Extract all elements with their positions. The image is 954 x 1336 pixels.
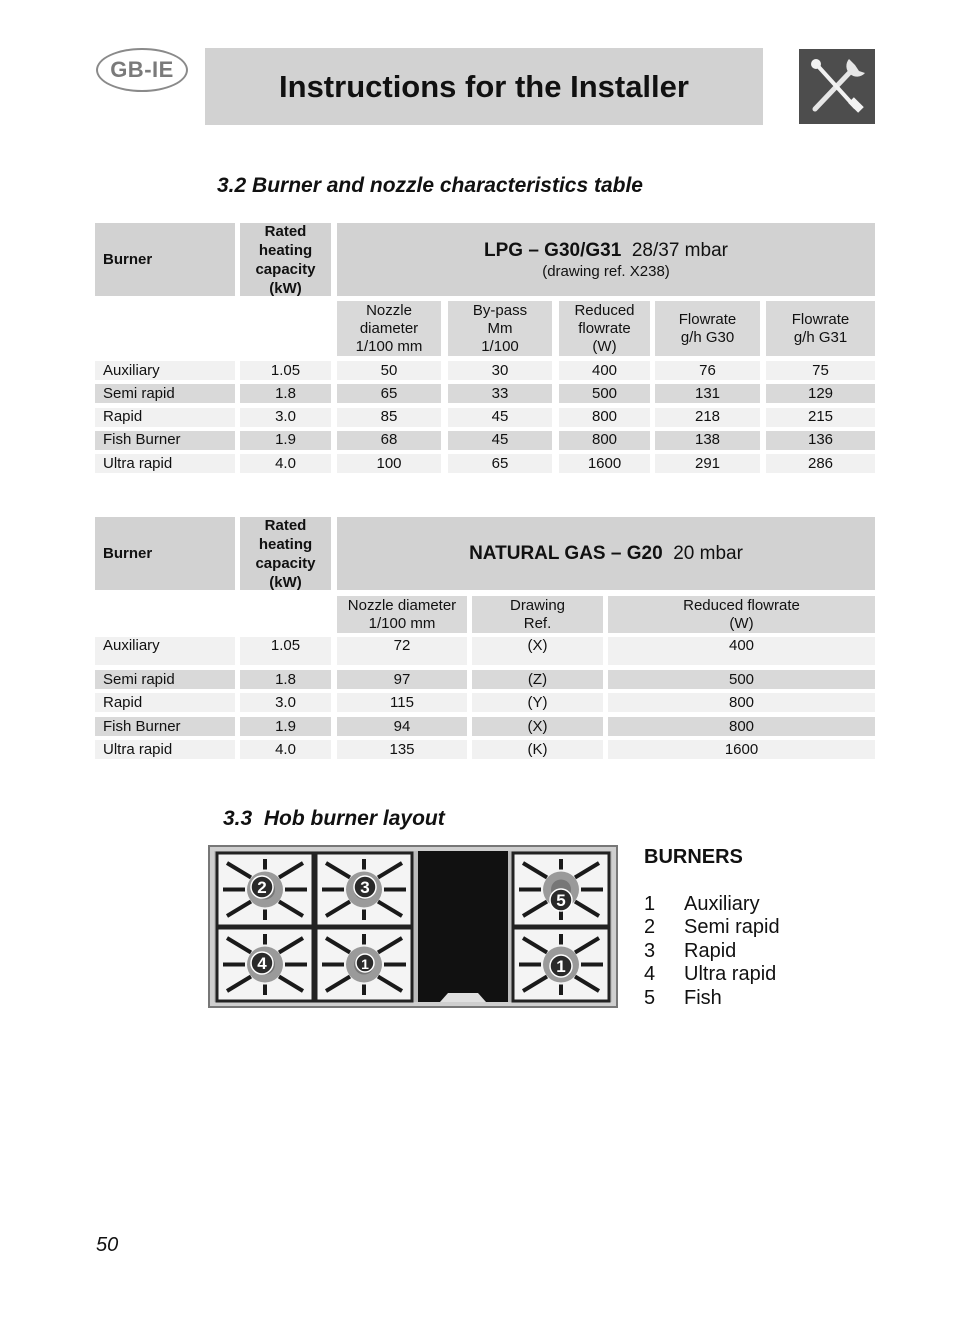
cell-value: 800	[591, 408, 618, 426]
cell-value: 129	[807, 384, 834, 402]
ng-rated-header: Rated heating capacity (kW)	[240, 517, 331, 590]
cell-value: Auxiliary	[103, 361, 160, 379]
lpg-cell	[655, 431, 760, 450]
cell-value: 75	[812, 361, 829, 379]
subheader-line: diameter	[359, 319, 419, 337]
ng-cell	[608, 717, 875, 736]
cell-value: Rapid	[103, 693, 143, 711]
lpg-burner-name	[95, 454, 235, 473]
subheader-line: Nozzle diameter	[347, 596, 457, 614]
legend-label: Auxiliary	[684, 893, 760, 915]
cell-value: 800	[728, 693, 755, 711]
cell-value: 4.0	[275, 454, 296, 472]
cell-value: 3.0	[275, 693, 296, 711]
cell-value: 500	[591, 384, 618, 402]
ng-burner-header: Burner	[95, 517, 235, 590]
lpg-subheader	[766, 301, 875, 356]
lpg-burner-name	[95, 408, 235, 427]
legend-number: 3	[644, 939, 656, 962]
subheader-line: g/h G30	[680, 328, 735, 346]
cell-value: 1600	[724, 740, 759, 758]
legend-label: Rapid	[684, 939, 737, 962]
subheader-line: Flowrate	[678, 310, 737, 328]
cell-value: 94	[393, 717, 411, 735]
legend-label: Ultra rapid	[684, 963, 777, 986]
subheader-line: Ref.	[523, 614, 552, 632]
cell-value: 68	[380, 431, 398, 449]
lpg-cell	[655, 454, 760, 473]
cell-value: Semi rapid	[103, 670, 175, 688]
subheader-line: (W)	[729, 614, 754, 632]
cell-value: 1.8	[275, 670, 296, 688]
cell-value: 136	[807, 431, 834, 449]
lpg-subheader	[655, 301, 760, 356]
ng-subheader	[608, 596, 875, 633]
ng-cell	[337, 693, 467, 712]
ng-cell	[472, 740, 603, 759]
ng-cell	[472, 693, 603, 712]
cell-value: Ultra rapid	[103, 454, 173, 472]
subheader-line: Mm	[487, 319, 513, 337]
lpg-subheader	[337, 301, 441, 356]
cell-value: 400	[728, 637, 755, 654]
ng-burner-name	[95, 717, 235, 736]
cell-value: 800	[591, 431, 618, 449]
cell-value: Auxiliary	[103, 637, 160, 654]
cell-value: (X)	[527, 637, 548, 654]
lpg-cell	[240, 408, 331, 427]
cell-value: 1.8	[275, 384, 296, 402]
lpg-burner-name	[95, 361, 235, 380]
subheader-line: 1/100	[481, 337, 519, 355]
ng-cell	[240, 637, 331, 665]
lpg-cell	[337, 408, 441, 427]
cell-value: 135	[389, 740, 415, 758]
ng-cell	[472, 670, 603, 689]
cell-value: (X)	[527, 717, 548, 735]
lpg-cell	[559, 384, 650, 403]
ng-cell	[240, 670, 331, 689]
legend-number: 1	[644, 893, 656, 915]
subheader-line: flowrate	[578, 319, 631, 337]
ng-cell	[240, 717, 331, 736]
legend-item	[644, 893, 844, 915]
lpg-cell	[766, 408, 875, 427]
lpg-cell	[337, 361, 441, 380]
lpg-cell	[559, 431, 650, 450]
subheader-line: Reduced	[574, 301, 635, 319]
lpg-cell	[766, 384, 875, 403]
cell-value: 30	[491, 361, 509, 379]
cell-value: 500	[728, 670, 755, 688]
subheader-line: (W)	[592, 337, 617, 355]
legend-item	[644, 963, 844, 985]
section-title-3-3: 3.3 Hob burner layout	[223, 807, 445, 830]
cell-value: 65	[380, 384, 398, 402]
cell-value: 131	[694, 384, 721, 402]
cell-value: 100	[376, 454, 402, 472]
cell-value: 72	[393, 637, 411, 654]
lpg-cell	[337, 431, 441, 450]
legend-number: 5	[644, 986, 656, 1009]
cell-value: Ultra rapid	[103, 740, 173, 758]
ng-cell	[608, 693, 875, 712]
lpg-cell	[448, 408, 552, 427]
subheader-line: g/h G31	[793, 328, 848, 346]
lpg-cell	[240, 454, 331, 473]
subheader-line: By-pass	[472, 301, 528, 319]
lpg-cell	[240, 431, 331, 450]
subheader-line: Nozzle	[366, 301, 412, 319]
cell-value: (K)	[527, 740, 548, 758]
legend-label: Semi rapid	[684, 916, 780, 939]
cell-value: (Y)	[527, 693, 548, 711]
cell-value: 800	[728, 717, 755, 735]
lpg-cell	[559, 361, 650, 380]
cell-value: 45	[491, 431, 509, 449]
burner-marker-number: 3	[360, 878, 370, 897]
burners-legend-title: BURNERS	[644, 846, 743, 868]
lpg-cell	[655, 361, 760, 380]
lpg-rated-header: Rated heating capacity (kW)	[240, 223, 331, 296]
lpg-burner-header: Burner	[95, 223, 235, 296]
lpg-cell	[766, 431, 875, 450]
burner-marker-number: 2	[257, 878, 267, 897]
lpg-gas-header: LPG – G30/G31 28/37 mbar (drawing ref. X238)	[337, 223, 875, 296]
gb-ie-logo: GB-IE	[96, 48, 188, 92]
page-header	[205, 48, 763, 125]
lpg-burner-name	[95, 384, 235, 403]
ng-burner-name	[95, 693, 235, 712]
ng-cell	[337, 637, 467, 665]
ng-burner-name	[95, 670, 235, 689]
legend-number: 4	[644, 963, 656, 986]
legend-number: 2	[644, 916, 656, 939]
lpg-cell	[240, 361, 331, 380]
ng-cell	[472, 717, 603, 736]
cell-value: 76	[699, 361, 716, 379]
ng-cell	[337, 717, 467, 736]
lpg-cell	[448, 454, 552, 473]
lpg-cell	[448, 431, 552, 450]
cell-value: Semi rapid	[103, 384, 175, 402]
ng-cell	[240, 693, 331, 712]
page-title: Instructions for the Installer	[279, 68, 689, 104]
subheader-line: Flowrate	[791, 310, 850, 328]
ng-cell	[472, 637, 603, 665]
subheader-line: 1/100 mm	[355, 337, 423, 355]
cell-value: Rapid	[103, 408, 143, 426]
ng-cell	[337, 670, 467, 689]
lpg-cell	[559, 454, 650, 473]
burner-marker-number: 4	[257, 954, 267, 973]
ng-subheader	[472, 596, 603, 633]
lpg-burner-name	[95, 431, 235, 450]
cell-value: 115	[390, 693, 414, 711]
lpg-cell	[655, 408, 760, 427]
legend-item	[644, 940, 844, 962]
cell-value: 218	[694, 408, 721, 426]
ng-cell	[608, 637, 875, 665]
subheader-line: Reduced flowrate	[683, 596, 800, 614]
lpg-subheader	[559, 301, 650, 356]
ng-subheader	[337, 596, 467, 633]
section-title-3-2: 3.2 Burner and nozzle characteristics table	[217, 174, 643, 197]
cell-value: 291	[694, 454, 721, 472]
legend-item	[644, 916, 844, 938]
cell-value: 45	[491, 408, 509, 426]
page-number: 50	[96, 1234, 119, 1256]
cell-value: 215	[807, 408, 834, 426]
lpg-cell	[766, 361, 875, 380]
cell-value: 1.05	[270, 637, 301, 654]
legend-item	[644, 987, 844, 1009]
lpg-cell	[448, 361, 552, 380]
burner-marker-number: 1	[361, 956, 369, 972]
ng-cell	[240, 740, 331, 759]
cell-value: 1.05	[270, 361, 301, 379]
burner-marker-number: 5	[556, 891, 566, 910]
lpg-subheader	[448, 301, 552, 356]
burner-marker-number: 1	[556, 957, 566, 976]
cell-value: 33	[491, 384, 509, 402]
cell-value: 3.0	[275, 408, 296, 426]
subheader-line: Drawing	[509, 596, 566, 614]
cell-value: 85	[380, 408, 398, 426]
cell-value: 286	[807, 454, 834, 472]
legend-label: Fish	[684, 986, 722, 1009]
ng-gas-header: NATURAL GAS – G20 20 mbar	[337, 517, 875, 590]
cell-value: 1.9	[275, 431, 296, 449]
cell-value: Fish Burner	[103, 431, 181, 449]
lpg-cell	[448, 384, 552, 403]
cell-value: 400	[591, 361, 618, 379]
cell-value: 97	[393, 670, 411, 688]
cell-value: (Z)	[527, 670, 548, 688]
ng-cell	[337, 740, 467, 759]
ng-burner-name	[95, 740, 235, 759]
ng-cell	[608, 670, 875, 689]
ng-cell	[608, 740, 875, 759]
lpg-cell	[337, 384, 441, 403]
hob-layout-diagram	[208, 845, 618, 1008]
tools-icon	[799, 49, 875, 124]
cell-value: 1600	[587, 454, 622, 472]
cell-value: 50	[380, 361, 398, 379]
cell-value: Fish Burner	[103, 717, 181, 735]
lpg-cell	[240, 384, 331, 403]
cell-value: 4.0	[275, 740, 296, 758]
cell-value: 138	[694, 431, 721, 449]
lpg-cell	[766, 454, 875, 473]
ng-burner-name	[95, 637, 235, 665]
cell-value: 1.9	[275, 717, 296, 735]
lpg-cell	[337, 454, 441, 473]
lpg-cell	[655, 384, 760, 403]
subheader-line: 1/100 mm	[368, 614, 436, 632]
cell-value: 65	[491, 454, 509, 472]
lpg-cell	[559, 408, 650, 427]
